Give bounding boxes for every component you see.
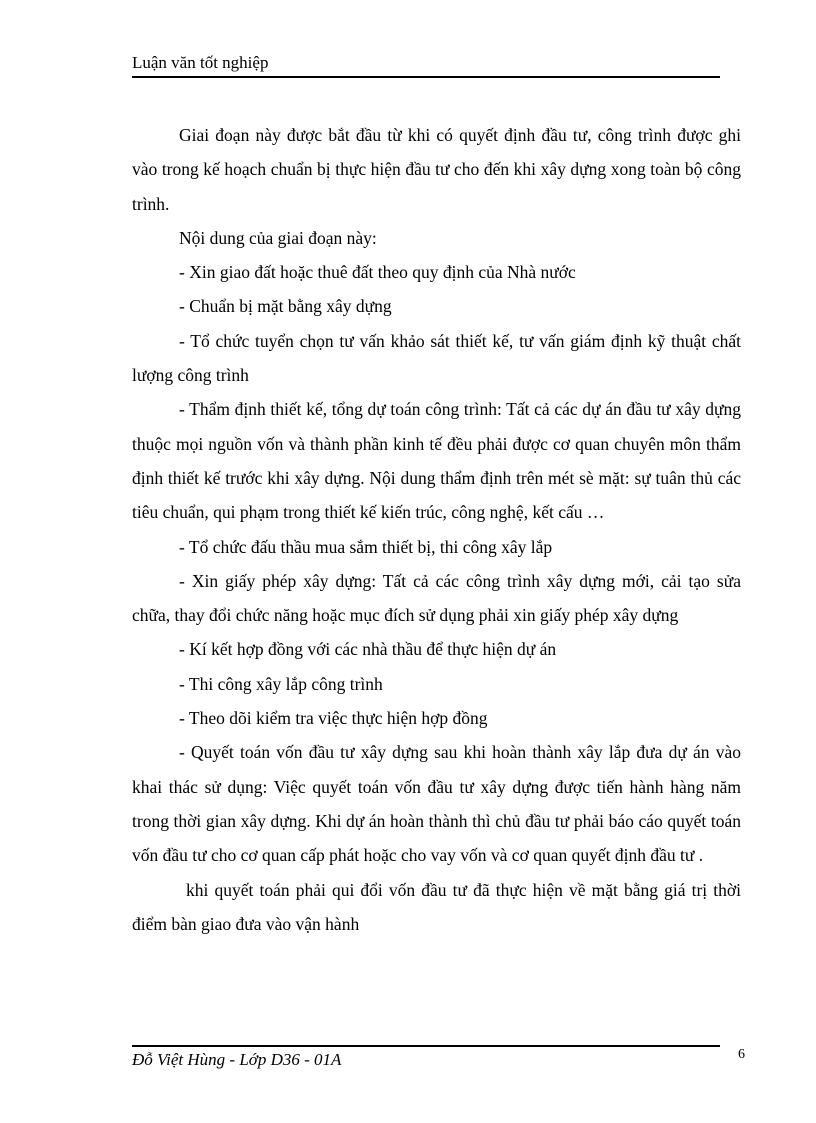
page-number: 6 (738, 1047, 745, 1062)
list-item: - Chuẩn bị mặt bằng xây dựng (179, 296, 392, 317)
footer-author: Đỗ Việt Hùng - Lớp D36 - 01A (132, 1050, 342, 1069)
list-item: - Tổ chức đấu thầu mua sắm thiết bị, thi công xây lắp (179, 536, 553, 557)
list-item: - Kí kết hợp đồng với các nhà thầu để thực hiện dự án (179, 639, 557, 660)
list-item: - Thẩm định thiết kế, tổng dự toán công trình: Tất cả các dự án đầu tư xây dựng thuộc mọi nguồn vốn và thành phần kinh tế đều phải được cơ quan chuyên môn thẩm định thiết kế trước khi xây dựng. Nội dung thẩm định trên mét sè mặt: sự tuân thủ các tiêu chuẩn, qui phạm trong thiết kế kiến trúc, công nghệ, kết cấu … (132, 399, 741, 523)
paragraph: khi quyết toán phải qui đổi vốn đầu tư đã thực hiện về mặt bằng giá trị thời điểm bàn giao đưa vào vận hành (132, 879, 741, 934)
list-item: - Quyết toán vốn đầu tư xây dựng sau khi hoàn thành xây lắp đưa dự án vào khai thác sử dụng: Việc quyết toán vốn đầu tư xây dựng được tiến hành hàng năm trong thời gian xây dựng. Khi dự án hoàn thành thì chủ đầu tư phải báo cáo quyết toán vốn đầu tư cho cơ quan cấp phát hoặc cho vay vốn và cơ quan quyết định đầu tư . (132, 742, 741, 866)
list-item: - Theo dõi kiểm tra việc thực hiện hợp đồng (179, 708, 488, 729)
list-item: - Tổ chức tuyển chọn tư vấn khảo sát thiết kế, tư vấn giám định kỹ thuật chất lượng công trình (132, 330, 741, 386)
header-divider (132, 76, 720, 78)
list-item: - Thi công xây lắp công trình (179, 673, 383, 694)
list-item: - Xin giao đất hoặc thuê đất theo quy định của Nhà nước (179, 262, 576, 283)
paragraph: Nội dung của giai đoạn này: (179, 227, 377, 248)
list-item: - Xin giấy phép xây dựng: Tất cả các công trình xây dựng mới, cải tạo sửa chữa, thay đổi chức năng hoặc mục đích sử dụng phải xin giấy phép xây dựng (132, 570, 741, 626)
paragraph: Giai đoạn này được bắt đầu từ khi có quyết định đầu tư, công trình được ghi vào trong kế hoạch chuẩn bị thực hiện đầu tư cho đến khi xây dựng xong toàn bộ công trình. (132, 125, 741, 214)
footer-divider (132, 1045, 720, 1047)
document-body (132, 118, 741, 941)
page-header-title: Luận văn tốt nghiệp (132, 53, 269, 72)
